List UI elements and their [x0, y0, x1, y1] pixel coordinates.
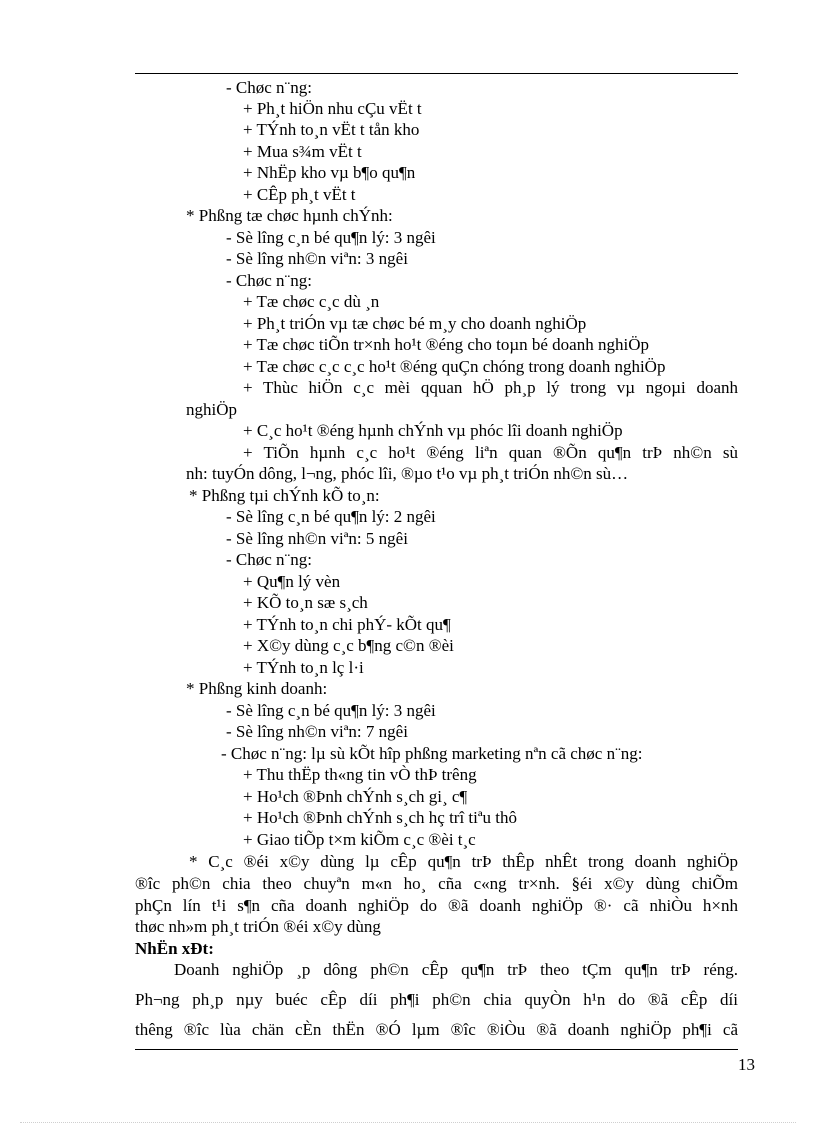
- text-line: + TiÕn hµnh c¸c ho¹t ®éng liªn quan ®Õn qu¶n trÞ nh©n sù: [243, 443, 738, 462]
- text-line: - Sè lîng nh©n viªn: 7 ngêi: [226, 722, 408, 741]
- text-line: + NhËp kho vµ b¶o qu¶n: [243, 163, 416, 182]
- text-line: thêng ®îc lùa chän cÈn thËn ®Ó lµm ®îc ®iÒu ®ã doanh nghiÖp ph¶i cã: [135, 1020, 738, 1039]
- text-line: + Tæ chøc c¸c dù ¸n: [243, 292, 380, 311]
- header-rule: [135, 73, 738, 74]
- text-line: + Giao tiÕp t×m kiÕm c¸c ®èi t¸c: [243, 830, 476, 849]
- text-line: + Tæ chøc c¸c c¸c ho¹t ®éng quÇn chóng trong doanh nghiÖp: [243, 357, 666, 376]
- text-line: - Sè lîng c¸n bé qu¶n lý: 3 ngêi: [226, 228, 436, 247]
- text-line: - Sè lîng c¸n bé qu¶n lý: 3 ngêi: [226, 701, 436, 720]
- text-line: phÇn lín t¹i s¶n cña doanh nghiÖp do ®ã doanh nghiÖp ®· cã nhiÒu h×nh: [135, 896, 738, 915]
- text-line: - Chøc n¨ng: lµ sù kÕt hîp phßng marketing nªn cã chøc n¨ng:: [221, 744, 643, 763]
- text-line: + Ho¹ch ®Þnh chÝnh s¸ch gi¸ c¶: [243, 787, 468, 806]
- text-line: + KÕ to¸n sæ s¸ch: [243, 593, 368, 612]
- text-line: + Thùc hiÖn c¸c mèi qquan hÖ ph¸p lý trong vµ ngoµi doanh: [243, 378, 738, 397]
- text-line: nh: tuyÓn dông, l¬ng, phóc lîi, ®µo t¹o vµ ph¸t triÓn nh©n sù…: [186, 464, 629, 483]
- text-line: + Thu thËp th«ng tin vÒ thÞ trêng: [243, 765, 477, 784]
- text-line: * C¸c ®éi x©y dùng lµ cÊp qu¶n trÞ thÊp nhÊt trong doanh nghiÖp: [189, 852, 738, 871]
- section-heading: * Phßng tµi chÝnh kÕ to¸n:: [189, 486, 380, 505]
- text-line: - Chøc n¨ng:: [226, 271, 312, 290]
- text-line: nghiÖp: [186, 400, 237, 419]
- text-line: - Sè lîng nh©n viªn: 3 ngêi: [226, 249, 408, 268]
- text-line: - Sè lîng nh©n viªn: 5 ngêi: [226, 529, 408, 548]
- section-heading: NhËn xÐt:: [135, 939, 214, 958]
- text-line: + TÝnh to¸n chi phÝ- kÕt qu¶: [243, 615, 451, 634]
- text-line: Doanh nghiÖp ¸p dông ph©n cÊp qu¶n trÞ theo tÇm qu¶n trÞ réng.: [174, 960, 738, 979]
- text-line: + CÊp ph¸t vËt t: [243, 185, 356, 204]
- text-line: ®îc ph©n chia theo chuyªn m«n ho¸ cña c«ng tr×nh. §éi x©y dùng chiÕm: [135, 874, 738, 893]
- text-line: - Chøc n¨ng:: [226, 550, 312, 569]
- text-line: + Ph¸t triÓn vµ tæ chøc bé m¸y cho doanh nghiÖp: [243, 314, 587, 333]
- text-line: Ph¬ng ph¸p nµy buéc cÊp díi ph¶i ph©n chia quyÒn h¹n do ®ã cÊp díi: [135, 990, 738, 1009]
- text-line: + Ph¸t hiÖn nhu cÇu vËt t: [243, 99, 422, 118]
- text-line: + TÝnh to¸n vËt t tån kho: [243, 120, 420, 139]
- text-line: + X©y dùng c¸c b¶ng c©n ®èi: [243, 636, 454, 655]
- text-line: + Qu¶n lý vèn: [243, 572, 341, 591]
- text-line: + TÝnh to¸n lç l·i: [243, 658, 364, 677]
- text-line: - Chøc n¨ng:: [226, 78, 312, 97]
- section-heading: * Phßng tæ chøc hµnh chÝnh:: [186, 206, 393, 225]
- section-heading: * Phßng kinh doanh:: [186, 679, 328, 698]
- text-line: + Ho¹ch ®Þnh chÝnh s¸ch hç trî tiªu thô: [243, 808, 518, 827]
- text-line: - Sè lîng c¸n bé qu¶n lý: 2 ngêi: [226, 507, 436, 526]
- text-line: + Tæ chøc tiÕn tr×nh ho¹t ®éng cho toµn bé doanh nghiÖp: [243, 335, 649, 354]
- text-line: + C¸c ho¹t ®éng hµnh chÝnh vµ phóc lîi doanh nghiÖp: [243, 421, 623, 440]
- page-number: 13: [738, 1055, 755, 1074]
- footer-rule: [135, 1049, 738, 1050]
- text-line: + Mua s¾m vËt t: [243, 142, 362, 161]
- text-line: thøc nh»m ph¸t triÓn ®éi x©y dùng: [135, 917, 381, 936]
